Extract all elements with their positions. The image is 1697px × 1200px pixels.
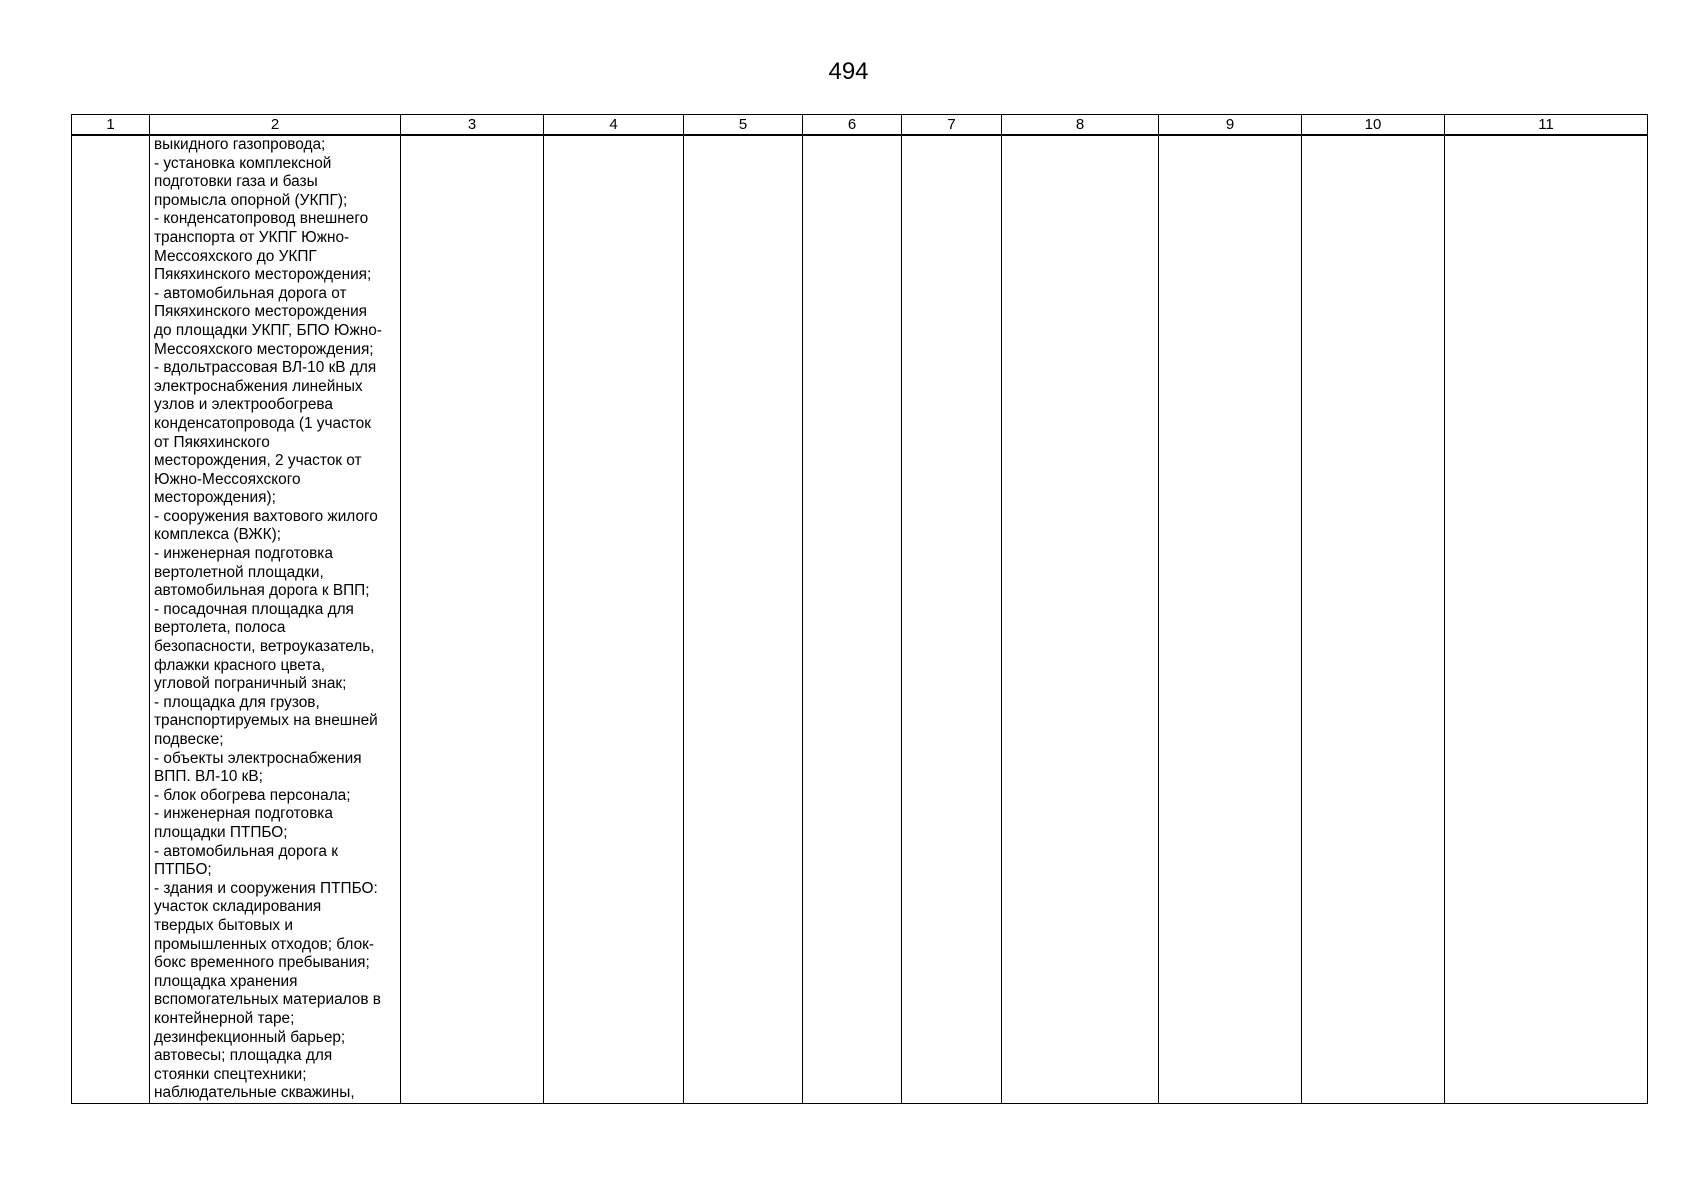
text-line: Южно-Мессояхского xyxy=(154,470,301,488)
text-line: транспортируемых на внешней xyxy=(154,712,378,730)
text-line: контейнерной таре; xyxy=(154,1009,295,1027)
column-header-6: 6 xyxy=(803,115,902,136)
column-header-4: 4 xyxy=(544,115,684,136)
text-line: конденсатопровода (1 участок xyxy=(154,414,371,432)
text-line: угловой пограничный знак; xyxy=(154,675,347,693)
text-line: - конденсатопровод внешнего xyxy=(154,210,369,228)
page-number: 494 xyxy=(828,58,869,85)
document-table xyxy=(71,114,1648,1104)
text-line: транспорта от УКПГ Южно- xyxy=(154,228,350,246)
column-header-2: 2 xyxy=(150,115,401,136)
cell-col-10 xyxy=(1302,135,1445,1103)
cell-col-3 xyxy=(401,135,544,1103)
text-line: промысла опорной (УКПГ); xyxy=(154,191,348,209)
text-line: Мессояхского месторождения; xyxy=(154,340,374,358)
text-line: от Пякяхинского xyxy=(154,433,270,451)
text-line: - площадка для грузов, xyxy=(154,693,320,711)
column-header-9: 9 xyxy=(1159,115,1302,136)
cell-col-2 xyxy=(150,135,401,1103)
text-line: ПТПБО; xyxy=(154,861,212,879)
cell-col-9 xyxy=(1159,135,1302,1103)
text-line: ВПП. ВЛ-10 кВ; xyxy=(154,768,263,786)
text-line: площадки ПТПБО; xyxy=(154,823,288,841)
text-line: промышленных отходов; блок- xyxy=(154,935,374,953)
text-line: выкидного газопровода; xyxy=(154,136,326,153)
text-line: - установка комплексной xyxy=(154,154,332,172)
column-header-7: 7 xyxy=(902,115,1002,136)
column-header-5: 5 xyxy=(684,115,803,136)
text-line: подготовки газа и базы xyxy=(154,173,318,191)
text-line: - посадочная площадка для xyxy=(154,600,354,618)
text-line: - автомобильная дорога к xyxy=(154,842,338,860)
text-line: - сооружения вахтового жилого xyxy=(154,507,378,525)
text-line: до площадки УКПГ, БПО Южно- xyxy=(154,321,382,339)
text-line: дезинфекционный барьер; xyxy=(154,1028,346,1046)
text-line: - здания и сооружения ПТПБО: xyxy=(154,879,378,897)
text-line: автомобильная дорога к ВПП; xyxy=(154,582,370,600)
cell-col-8 xyxy=(1002,135,1159,1103)
text-line: Мессояхского до УКПГ xyxy=(154,247,317,265)
column-header-3: 3 xyxy=(401,115,544,136)
text-line: - инженерная подготовка xyxy=(154,805,333,823)
text-line: - инженерная подготовка xyxy=(154,545,333,563)
table-header-row xyxy=(72,115,1648,136)
text-line: - вдольтрассовая ВЛ-10 кВ для xyxy=(154,359,377,377)
text-line: бокс временного пребывания; xyxy=(154,954,370,972)
cell-col-7 xyxy=(902,135,1002,1103)
text-line: вспомогательных материалов в xyxy=(154,991,381,1009)
text-line: вертолетной площадки, xyxy=(154,563,324,581)
text-line: месторождения, 2 участок от xyxy=(154,452,362,470)
column-header-11: 11 xyxy=(1445,115,1648,136)
column-header-10: 10 xyxy=(1302,115,1445,136)
text-line: - автомобильная дорога от xyxy=(154,284,347,302)
text-line: вертолета, полоса xyxy=(154,619,286,637)
text-line: флажки красного цвета, xyxy=(154,656,326,674)
table-row xyxy=(72,135,1648,1103)
text-line: узлов и электрообогрева xyxy=(154,396,333,414)
column-header-1: 1 xyxy=(72,115,150,136)
text-line: Пякяхинского месторождения; xyxy=(154,266,372,284)
object-list-text xyxy=(150,136,400,1103)
text-line: площадка хранения xyxy=(154,972,298,990)
text-line: участок складирования xyxy=(154,898,322,916)
text-line: электроснабжения линейных xyxy=(154,377,363,395)
text-line: наблюдательные скважины, xyxy=(154,1084,355,1102)
text-line: Пякяхинского месторождения xyxy=(154,303,368,321)
text-line: безопасности, ветроуказатель, xyxy=(154,638,375,656)
cell-col-6 xyxy=(803,135,902,1103)
text-line: стоянки спецтехники; xyxy=(154,1065,307,1083)
text-line: автовесы; площадка для xyxy=(154,1047,333,1065)
text-line: подвеске; xyxy=(154,731,224,748)
text-line: месторождения); xyxy=(154,489,276,507)
text-line: комплекса (ВЖК); xyxy=(154,526,281,544)
cell-col-1 xyxy=(72,135,150,1103)
cell-col-5 xyxy=(684,135,803,1103)
text-line: твердых бытовых и xyxy=(154,916,293,934)
cell-col-11 xyxy=(1445,135,1648,1103)
cell-col-4 xyxy=(544,135,684,1103)
text-line: - блок обогрева персонала; xyxy=(154,786,351,804)
column-header-8: 8 xyxy=(1002,115,1159,136)
text-line: - объекты электроснабжения xyxy=(154,749,362,767)
